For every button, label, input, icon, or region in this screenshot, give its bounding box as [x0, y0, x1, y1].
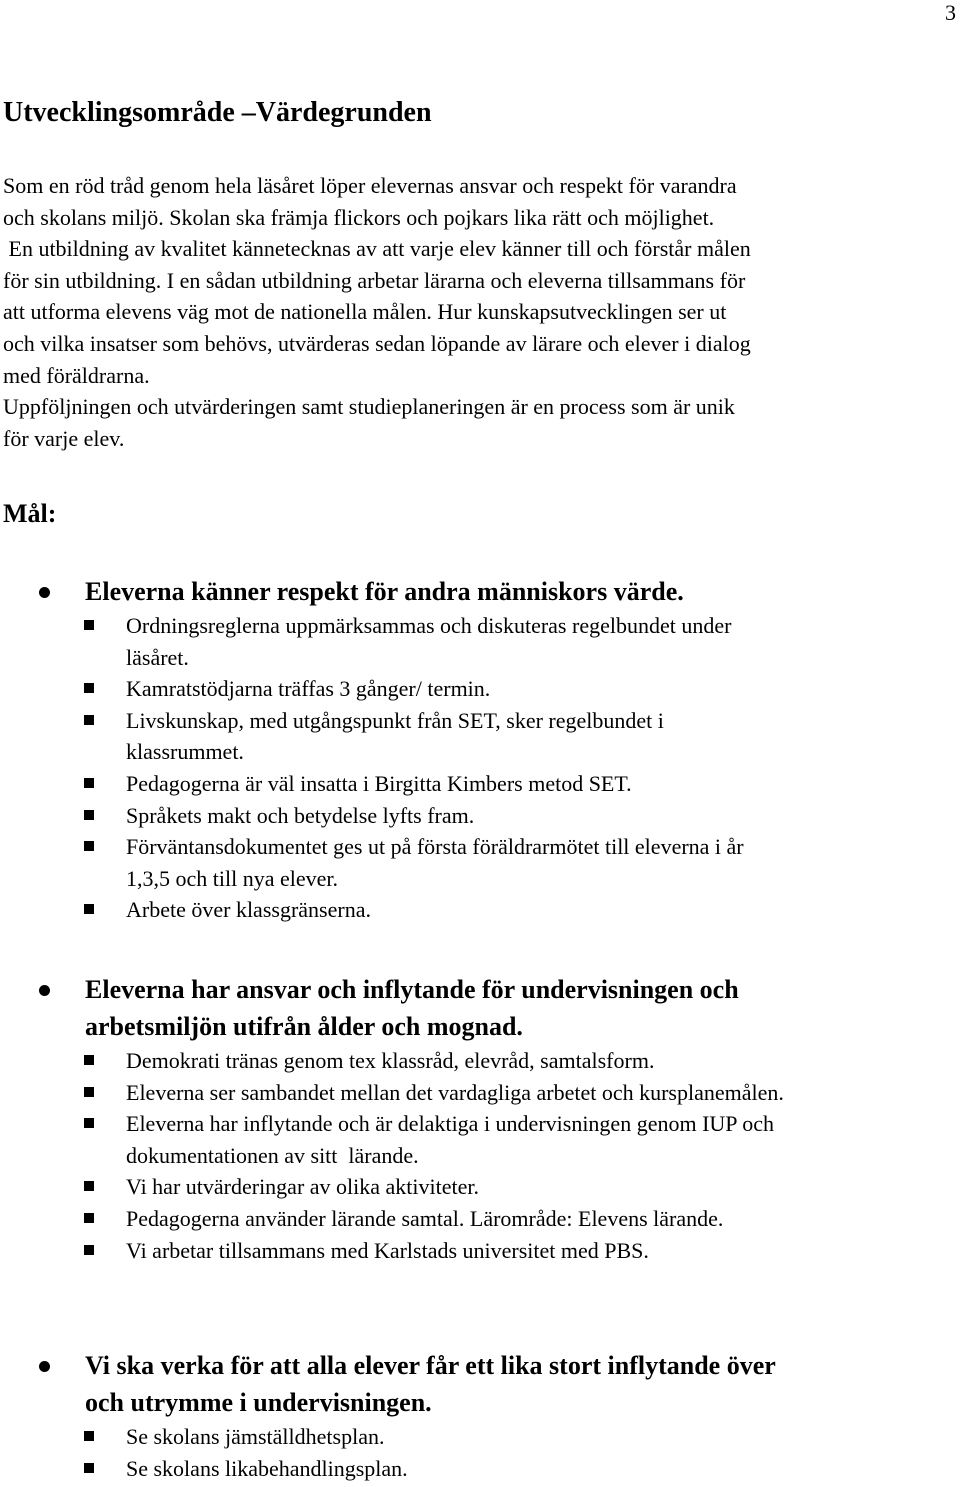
list-item: [0, 673, 960, 705]
list-item: [0, 800, 960, 832]
square-bullet-icon: [84, 1463, 94, 1473]
list-item: [0, 1203, 960, 1235]
intro-line: att utforma elevens väg mot de nationella målen. Hur kunskapsutvecklingen ser ut: [3, 299, 727, 325]
square-bullet-icon: [84, 1245, 94, 1255]
list-item: [0, 1077, 960, 1109]
intro-line: med föräldrarna.: [3, 362, 150, 388]
square-bullet-icon: [84, 715, 94, 725]
list-item-line: 1,3,5 och till nya elever.: [126, 865, 338, 891]
list-item: [0, 610, 960, 673]
square-bullet-icon: [84, 1431, 94, 1441]
list-item-line: Arbete över klassgränserna.: [126, 897, 371, 923]
square-bullet-icon: [84, 904, 94, 914]
list-item-line: Pedagogerna är väl insatta i Birgitta Kimbers metod SET.: [126, 770, 632, 796]
intro-line: och vilka insatser som behövs, utvärderas sedan löpande av lärare och elever i dialog: [3, 330, 751, 356]
goal-title-line: Eleverna känner respekt för andra människors värde.: [85, 577, 684, 606]
intro-paragraph: [3, 170, 958, 454]
list-item-line: klassrummet.: [126, 739, 244, 765]
goal-section-responsibility: [0, 971, 960, 1266]
goal-section-influence: [0, 1347, 960, 1484]
list-item: [0, 1453, 960, 1485]
bullet-icon: [39, 985, 50, 996]
intro-line: för sin utbildning. I en sådan utbildning arbetar lärarna och eleverna tillsammans för: [3, 267, 746, 293]
intro-line: Som en röd tråd genom hela läsåret löper elevernas ansvar och respekt för varandra: [3, 173, 737, 198]
goal-title: [0, 971, 960, 1045]
list-item: [0, 1045, 960, 1077]
goal-title-line: och utrymme i undervisningen.: [85, 1388, 432, 1417]
list-item-line: Livskunskap, med utgångspunkt från SET, sker regelbundet i: [126, 707, 664, 733]
square-bullet-icon: [84, 1087, 94, 1097]
square-bullet-icon: [84, 810, 94, 820]
list-item-line: Pedagogerna använder lärande samtal. Lärområde: Elevens lärande.: [126, 1205, 724, 1231]
square-bullet-icon: [84, 778, 94, 788]
bullet-icon: [39, 587, 50, 598]
list-item-line: Se skolans jämställdhetsplan.: [126, 1424, 385, 1449]
square-bullet-icon: [84, 1213, 94, 1223]
bullet-icon: [39, 1361, 50, 1372]
list-item-line: Kamratstödjarna träffas 3 gånger/ termin.: [126, 676, 491, 702]
list-item: [0, 768, 960, 800]
goals-heading: Mål:: [3, 499, 57, 528]
list-item-line: Språkets makt och betydelse lyfts fram.: [126, 802, 475, 828]
goal-items: [0, 1421, 960, 1484]
intro-line: Uppföljningen och utvärderingen samt studieplaneringen är en process som är unik: [3, 394, 735, 420]
list-item-line: Eleverna ser sambandet mellan det vardagliga arbetet och kursplanemålen.: [126, 1079, 784, 1105]
square-bullet-icon: [84, 841, 94, 851]
list-item-line: läsåret.: [126, 644, 189, 670]
list-item: [0, 1421, 960, 1453]
intro-line: och skolans miljö. Skolan ska främja flickors och pojkars lika rätt och möjlighet.: [3, 204, 715, 230]
list-item-line: Vi arbetar tillsammans med Karlstads universitet med PBS.: [126, 1237, 649, 1263]
list-item: [0, 831, 960, 894]
list-item: [0, 1171, 960, 1203]
goal-title-line: Vi ska verka för att alla elever får ett lika stort inflytande över: [85, 1351, 776, 1380]
square-bullet-icon: [84, 1118, 94, 1128]
goal-items: [0, 1045, 960, 1266]
page-title: Utvecklingsområde –Värdegrunden: [3, 97, 432, 128]
goal-title-line: Eleverna har ansvar och inflytande för undervisningen och: [85, 975, 739, 1004]
list-item-line: Demokrati tränas genom tex klassråd, elevråd, samtalsform.: [126, 1048, 655, 1073]
goal-items: [0, 610, 960, 926]
intro-line: En utbildning av kvalitet kännetecknas av att varje elev känner till och förstår målen: [3, 236, 751, 262]
list-item-line: Se skolans likabehandlingsplan.: [126, 1455, 408, 1481]
goal-title: [0, 573, 960, 610]
square-bullet-icon: [84, 683, 94, 693]
square-bullet-icon: [84, 1181, 94, 1191]
list-item-line: dokumentationen av sitt lärande.: [126, 1142, 419, 1168]
list-item: [0, 894, 960, 926]
list-item: [0, 1108, 960, 1171]
intro-line: för varje elev.: [3, 425, 125, 451]
goal-title-line: arbetsmiljön utifrån ålder och mognad.: [85, 1012, 523, 1041]
goal-section-respect: [0, 573, 960, 926]
list-item-line: Förväntansdokumentet ges ut på första föräldrarmötet till eleverna i år: [126, 834, 744, 860]
list-item-line: Ordningsreglerna uppmärksammas och diskuteras regelbundet under: [126, 613, 732, 638]
page-number: 3: [945, 0, 956, 25]
list-item-line: Vi har utvärderingar av olika aktiviteter.: [126, 1174, 479, 1200]
list-item: [0, 705, 960, 768]
goal-title: [0, 1347, 960, 1421]
list-item: [0, 1235, 960, 1267]
list-item-line: Eleverna har inflytande och är delaktiga i undervisningen genom IUP och: [126, 1111, 774, 1137]
square-bullet-icon: [84, 620, 94, 630]
square-bullet-icon: [84, 1055, 94, 1065]
